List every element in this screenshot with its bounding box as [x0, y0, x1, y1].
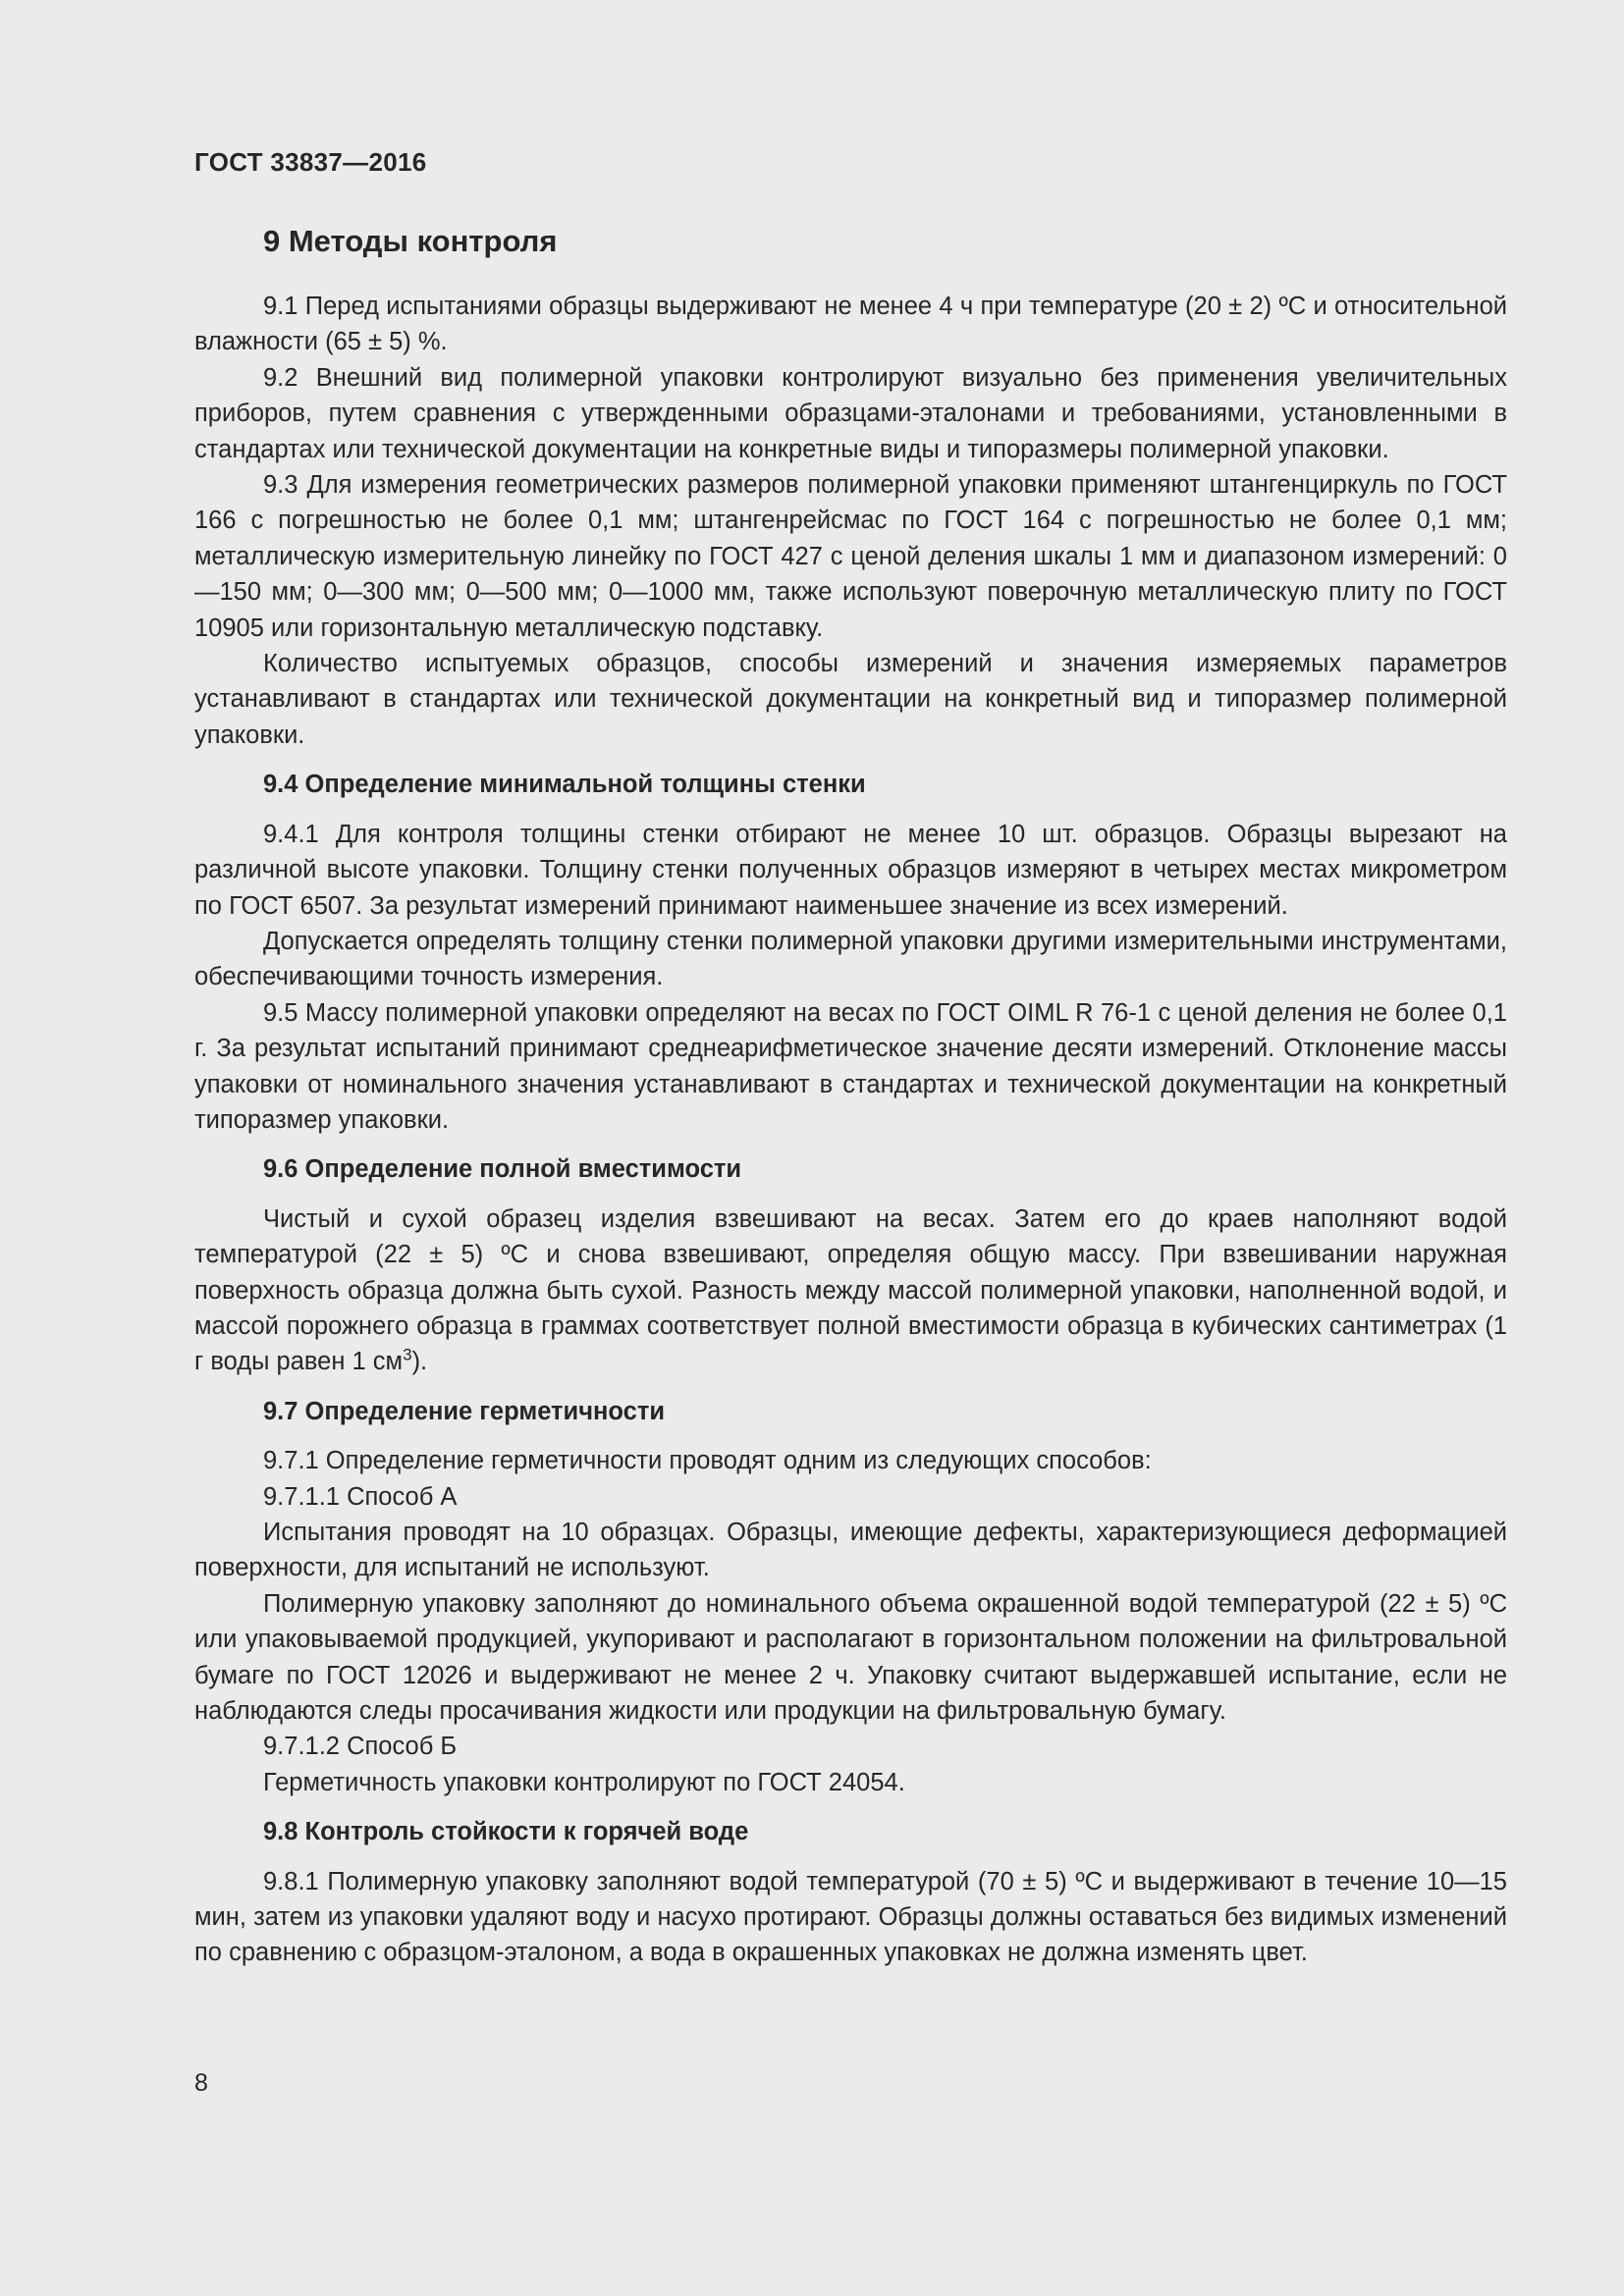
paragraph-9-7-1-1: 9.7.1.1 Способ А — [263, 1482, 458, 1511]
subsection-title-9-8: 9.8 Контроль стойкости к горячей воде — [263, 1818, 749, 1846]
paragraph-9-6-text: Чистый и сухой образец изделия взвешивают на весах. Затем его до краев наполняют водой температурой (22 ± 5) ºС и снова взвешивают, определяя общую массу. При взвешивании наружная поверхность образца должна быть сухой. Разность между массой полимерной упаковки, наполненной водой, и массой порожнего образца в граммах соответствует полной вместимости образца в кубических сантиметрах (1 г воды равен 1 см — [194, 1204, 1507, 1376]
section-title: 9 Методы контроля — [263, 224, 558, 258]
paragraph-9-7-1-1-b: Полимерную упаковку заполняют до номинального объема окрашенной водой температурой (22 ± 5) ºС или упаковываемой продукцией, укупоривают и располагают в горизонтальном положении на фильтровальной бумаге по ГОСТ 12026 и выдерживают не менее 2 ч. Упаковку считают выдержавшей испытание, если не наблюдаются следы просачивания жидкости или продукции на фильтровальную бумагу. — [194, 1589, 1507, 1726]
paragraph-9-8-1: 9.8.1 Полимерную упаковку заполняют водой температурой (70 ± 5) ºС и выдерживают в течение 10—15 мин, затем из упаковки удаляют воду и насухо протирают. Образцы должны оставаться без видимых изменений по сравнению с образцом-эталоном, а вода в окрашенных упаковках не должна изменять цвет. — [194, 1867, 1507, 1967]
subsection-title-9-4: 9.4 Определение минимальной толщины стенки — [263, 771, 866, 799]
paragraph-9-2: 9.2 Внешний вид полимерной упаковки контролируют визуально без применения увеличительных приборов, путем сравнения с утвержденными образцами-эталонами и требованиями, установленными в стандартах или технической документации на конкретные виды и типоразмеры полимерной упаковки. — [194, 363, 1507, 463]
paragraph-9-7-1-2-a: Герметичность упаковки контролируют по ГОСТ 24054. — [263, 1768, 905, 1796]
paragraph-9-7-1-1-a: Испытания проводят на 10 образцах. Образцы, имеющие дефекты, характеризующиеся деформацией поверхности, для испытаний не используют. — [194, 1519, 1507, 1582]
subsection-title-9-6: 9.6 Определение полной вместимости — [263, 1155, 742, 1184]
document-header: ГОСТ 33837—2016 — [194, 147, 427, 177]
paragraph-9-7-1-2: 9.7.1.2 Способ Б — [263, 1733, 458, 1761]
document-body — [194, 220, 1507, 1971]
paragraph-9-4-1-b: Допускается определять толщину стенки полимерной упаковки другими измерительными инструментами, обеспечивающими точность измерения. — [194, 927, 1507, 991]
paragraph-9-3: 9.3 Для измерения геометрических размеров полимерной упаковки применяют штангенциркуль по ГОСТ 166 с погрешностью не более 0,1 мм; штангенрейсмас по ГОСТ 164 с погрешностью не более 0,1 мм; металлическую измерительную линейку по ГОСТ 427 с ценой деления шкалы 1 мм и диапазоном измерений: 0—150 мм; 0—300 мм; 0—500 мм; 0—1000 мм, также используют поверочную металлическую плиту по ГОСТ 10905 или горизонтальную металлическую подставку. — [194, 471, 1507, 642]
paragraph-9-4-1: 9.4.1 Для контроля толщины стенки отбирают не менее 10 шт. образцов. Образцы вырезают на различной высоте упаковки. Толщину стенки полученных образцов измеряют в четырех местах микрометром по ГОСТ 6507. За результат измерений принимают наименьшее значение из всех измерений. — [194, 820, 1507, 920]
paragraph-9-7-1: 9.7.1 Определение герметичности проводят одним из следующих способов: — [263, 1447, 1152, 1475]
paragraph-9-5: 9.5 Массу полимерной упаковки определяют на весах по ГОСТ OIML R 76-1 с ценой деления не более 0,1 г. За результат испытаний принимают среднеарифметическое значение десяти измерений. Отклонение массы упаковки от номинального значения устанавливают в стандартах и технической документации на конкретный типоразмер упаковки. — [194, 998, 1507, 1134]
subsection-title-9-7: 9.7 Определение герметичности — [263, 1397, 665, 1425]
paragraph-9-1: 9.1 Перед испытаниями образцы выдерживают не менее 4 ч при температуре (20 ± 2) ºС и относительной влажности (65 ± 5) %. — [194, 293, 1507, 356]
page-number: 8 — [194, 2069, 208, 2097]
superscript-3: 3 — [403, 1345, 412, 1364]
paragraph-9-3-b: Количество испытуемых образцов, способы измерений и значения измеряемых параметров устанавливают в стандартах или технической документации на конкретный вид и типоразмер полимерной упаковки. — [194, 650, 1507, 749]
paragraph-9-6-end: ). — [411, 1348, 428, 1376]
paragraph-9-6 — [194, 1201, 1507, 1380]
